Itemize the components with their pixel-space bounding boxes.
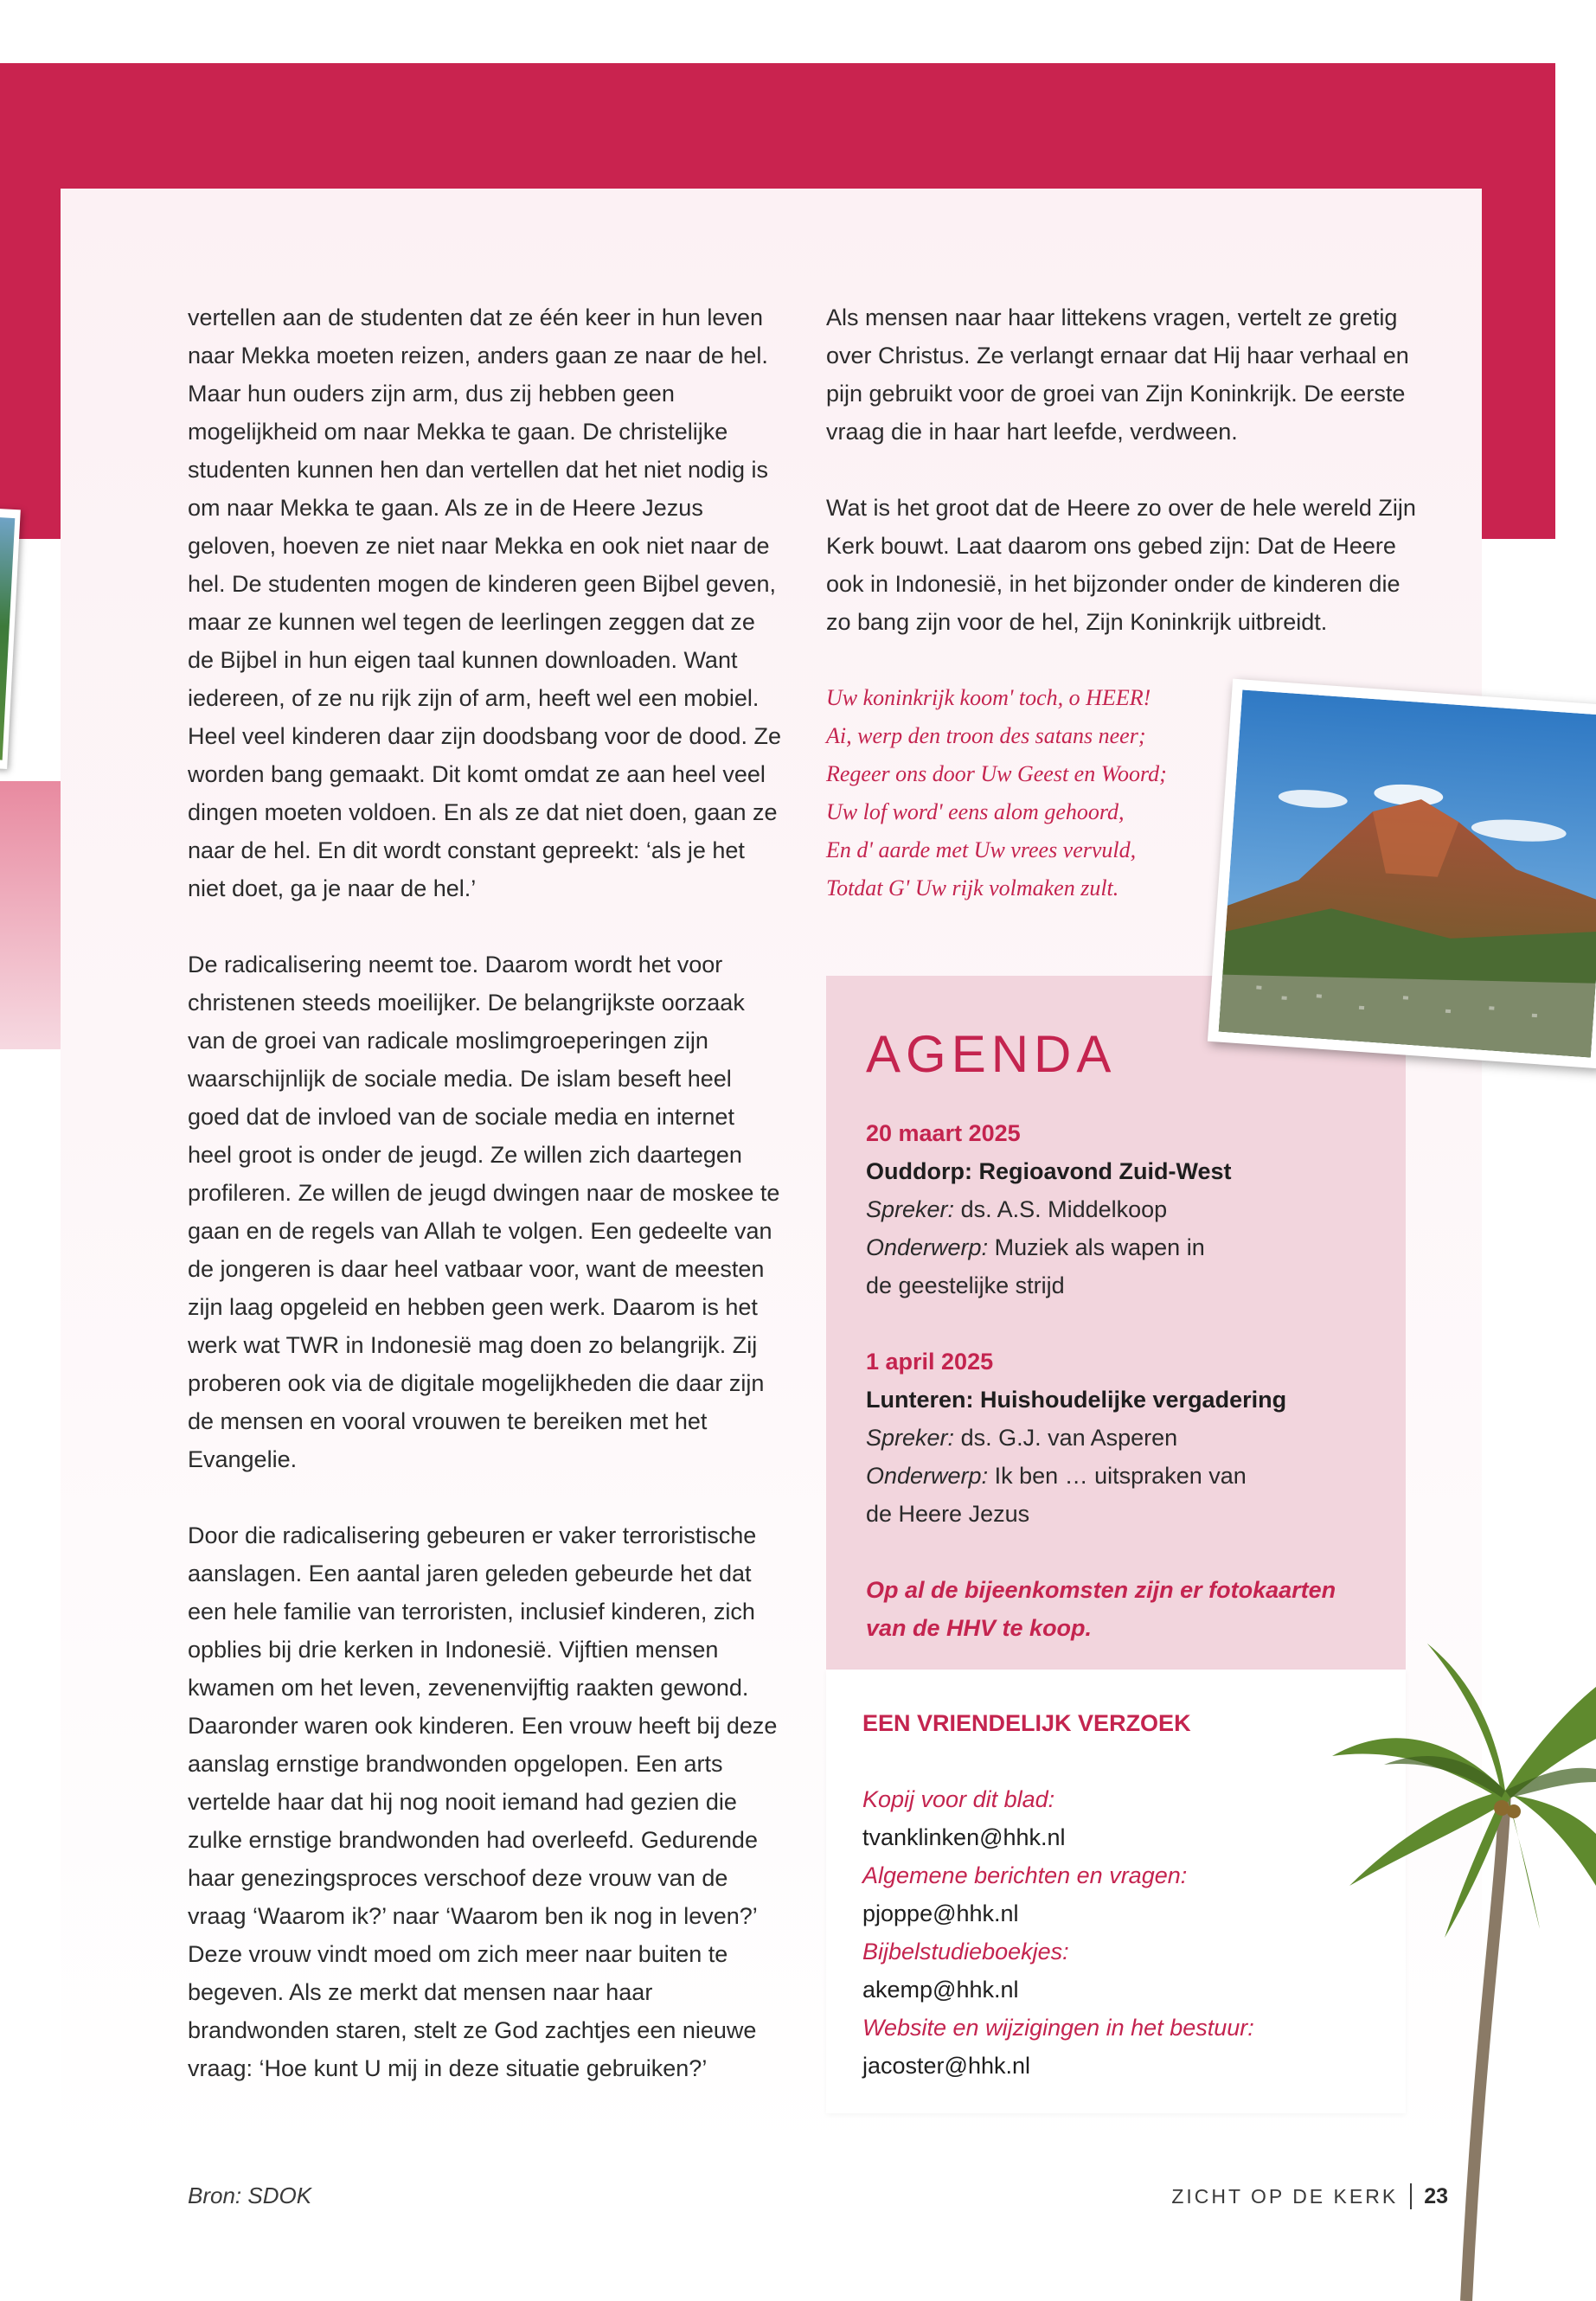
- subject-text: Ik ben … uitspraken van: [994, 1463, 1247, 1489]
- agenda-note: van de HHV te koop.: [866, 1615, 1093, 1641]
- agenda-body: [866, 1114, 1385, 1647]
- speaker-label: Spreker:: [866, 1425, 955, 1451]
- poem-line: Regeer ons door Uw Geest en Woord;: [826, 761, 1167, 786]
- subject-label: Onderwerp:: [866, 1463, 989, 1489]
- footer-divider: [1410, 2183, 1412, 2209]
- article-paragraph: vertellen aan de studenten dat ze één keer in hun leven naar Mekka moeten reizen, anders gaan ze naar de hel. Maar hun ouders zijn arm, dus zij hebben geen mogelijkheid om naar Mekka te gaan. De christelijke studenten kunnen hen dan vertellen dat het niet nodig is om naar Mekka te gaan. Als ze in de Heere Jezus geloven, hoeven ze niet naar Mekka en ook niet naar de hel. De studenten mogen de kinderen geen Bijbel geven, maar ze kunnen wel tegen de leerlingen zeggen dat ze de Bijbel in hun eigen taal kunnen downloaden. Want iedereen, of ze nu rijk zijn of arm, heeft wel een mobiel. Heel veel kinderen daar zijn doodsbang voor de dood. Ze worden bang gemaakt. Dit komt omdat ze aan heel veel dingen moeten voldoen. En als ze dat niet doen, gaan ze naar de hel. En dit wordt constant gepreekt: ‘als je het niet doet, ga je naar de hel.’: [188, 304, 781, 901]
- poem-line: Ai, werp den troon des satans neer;: [826, 723, 1146, 748]
- agenda-box: [826, 976, 1406, 1670]
- article-paragraph: Door die radicalisering gebeuren er vaker terroristische aanslagen. Een aantal jaren geleden gebeurde het dat een hele familie van terroristen, inclusief kinderen, zich opblies bij drie kerken in Indonesië. Vijftien mensen kwamen om het leven, zevenenvijftig raakten gewond. Daaronder waren ook kinderen. Een vrouw heeft bij deze aanslag ernstige brandwonden opgelopen. Een arts vertelde haar dat hij nog nooit iemand had gezien die zulke ernstige brandwonden had overleefd. Gedurende haar genezingsproces verschoof deze vrouw van de vraag ‘Waarom ik?’ naar ‘Waarom ben ik nog in leven?’ Deze vrouw vindt moed om zich meer naar buiten te begeven. Als ze merkt dat mensen naar haar brandwonden staren, stelt ze God zachtjes een nieuwe vraag: ‘Hoe kunt U mij in deze situatie gebruiken?’: [188, 1522, 778, 2081]
- magazine-title: ZICHT OP DE KERK: [1171, 2184, 1399, 2208]
- subject-text: Muziek als wapen in: [994, 1234, 1205, 1260]
- contact-label: Bijbelstudieboekjes:: [862, 1939, 1069, 1965]
- contact-label: Algemene berichten en vragen:: [862, 1862, 1188, 1888]
- agenda-event-title: Lunteren: Huishoudelijke vergadering: [866, 1387, 1287, 1413]
- agenda-event-title: Ouddorp: Regioavond Zuid-West: [866, 1158, 1232, 1184]
- left-photo-edge: [0, 508, 21, 769]
- footer-source: Bron: SDOK: [188, 2182, 312, 2208]
- agenda-speaker: [866, 1190, 1385, 1228]
- article-paragraph: Als mensen naar haar littekens vragen, vertelt ze gretig over Christus. Ze verlangt ernaar dat Hij haar verhaal en pijn gebruikt voor de groei van Zijn Koninkrijk. De eerste vraag die in haar hart leefde, verdween.: [826, 304, 1409, 445]
- volcano-image: [1219, 689, 1596, 1057]
- poem-line: Totdat G' Uw rijk volmaken zult.: [826, 875, 1119, 901]
- article-paragraph: Wat is het groot dat de Heere zo over de hele wereld Zijn Kerk bouwt. Laat daarom ons gebed zijn: Dat de Heere ook in Indonesië, in het bijzonder onder de kinderen die zo bang zijn voor de hel, Zijn Koninkrijk uitbreidt.: [826, 495, 1416, 635]
- agenda-date: 1 april 2025: [866, 1349, 994, 1375]
- agenda-title: AGENDA: [866, 1025, 1117, 1083]
- left-pink-band: [0, 781, 62, 1049]
- agenda-subject-cont: de geestelijke strijd: [866, 1272, 1065, 1298]
- volcano-photo: [1208, 679, 1596, 1069]
- contact-email[interactable]: jacoster@hhk.nl: [862, 2053, 1030, 2079]
- agenda-date: 20 maart 2025: [866, 1120, 1021, 1146]
- contact-label: Kopij voor dit blad:: [862, 1786, 1055, 1812]
- agenda-subject: [866, 1457, 1385, 1495]
- contact-email[interactable]: pjoppe@hhk.nl: [862, 1900, 1019, 1926]
- contact-email[interactable]: akemp@hhk.nl: [862, 1977, 1019, 2003]
- contact-email[interactable]: tvanklinken@hhk.nl: [862, 1824, 1066, 1850]
- article-left-column: [188, 298, 785, 2125]
- request-heading: EEN VRIENDELIJK VERZOEK: [862, 1710, 1191, 1736]
- agenda-subject: [866, 1228, 1385, 1266]
- subject-label: Onderwerp:: [866, 1234, 989, 1260]
- poem-line: Uw lof word' eens alom gehoord,: [826, 799, 1125, 824]
- article-paragraph: De radicalisering neemt toe. Daarom wordt het voor christenen steeds moeilijker. De belangrijkste oorzaak van de groei van radicale moslimgroeperingen zijn waarschijnlijk de sociale media. De islam beseft heel goed dat de invloed van de sociale media en internet heel groot is onder de jeugd. Ze willen zich daartegen profileren. Ze willen de jeugd dwingen naar de moskee te gaan en de regels van Allah te volgen. Een gedeelte van de jongeren is daar heel vatbaar voor, want de meesten zijn laag opgeleid en hebben geen werk. Daarom is het werk wat TWR in Indonesië mag doen zo belangrijk. Zij proberen ook via de digitale mogelijkheden die daar zijn de mensen en vooral vrouwen te bereiken met het Evangelie.: [188, 952, 780, 1472]
- poem-line: Uw koninkrijk koom' toch, o HEER!: [826, 685, 1151, 710]
- speaker-name: ds. A.S. Middelkoop: [960, 1196, 1168, 1222]
- agenda-subject-cont: de Heere Jezus: [866, 1501, 1030, 1527]
- footer-magazine: [1171, 2183, 1448, 2209]
- poem-line: En d' aarde met Uw vrees vervuld,: [826, 837, 1137, 862]
- agenda-speaker: [866, 1419, 1385, 1457]
- page-number: 23: [1424, 2183, 1448, 2208]
- speaker-name: ds. G.J. van Asperen: [960, 1425, 1178, 1451]
- agenda-note: Op al de bijeenkomsten zijn er fotokaarten: [866, 1577, 1336, 1603]
- speaker-label: Spreker:: [866, 1196, 955, 1222]
- contact-label: Website en wijzigingen in het bestuur:: [862, 2015, 1254, 2041]
